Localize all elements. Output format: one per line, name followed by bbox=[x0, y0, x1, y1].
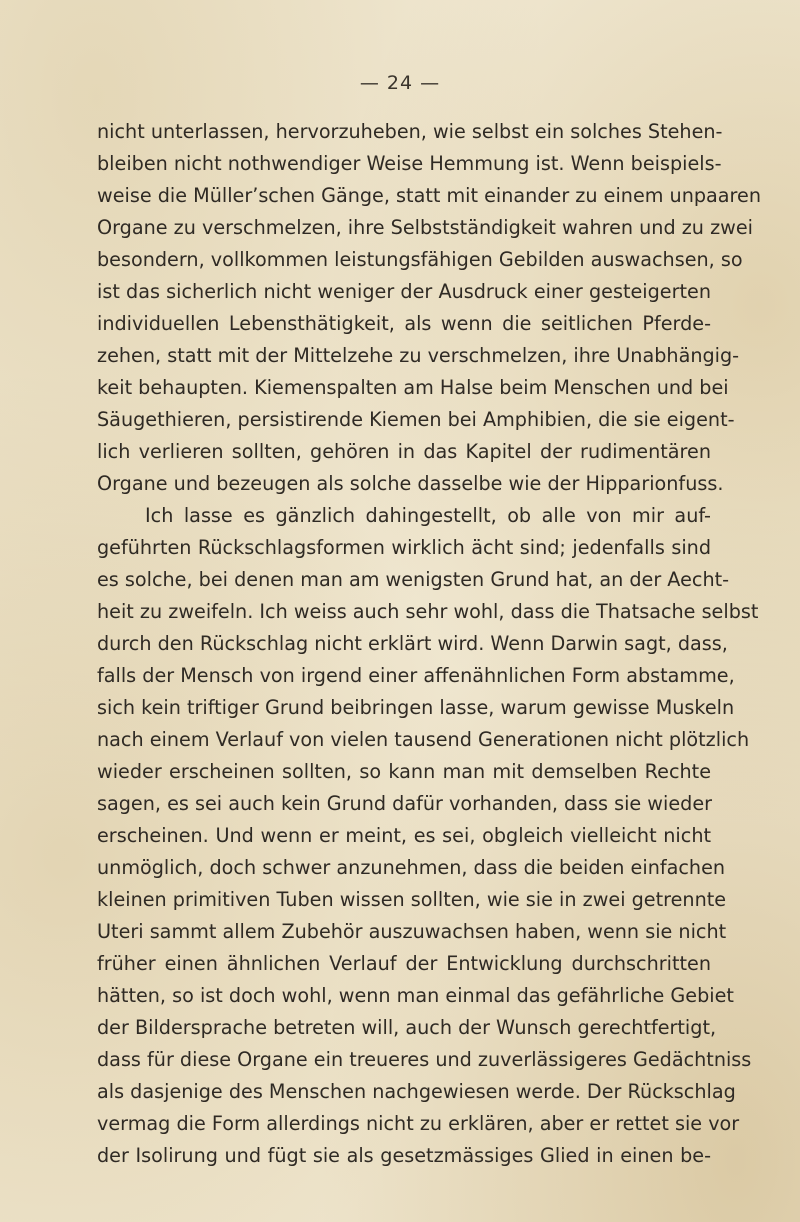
text-line: Organe und bezeugen als solche dasselbe wie der Hipparionfuss. bbox=[97, 472, 724, 495]
text-line: besondern, vollkommen leistungsfähigen Gebilden auswachsen, so bbox=[97, 248, 743, 271]
text-line: Organe zu verschmelzen, ihre Selbstständigkeit wahren und zu zwei bbox=[97, 216, 753, 239]
text-line: als dasjenige des Menschen nachgewiesen werde. Der Rückschlag bbox=[97, 1080, 736, 1103]
text-line-paragraph-start: Ich lasse es gänzlich dahingestellt, ob alle von mir auf- bbox=[145, 504, 711, 527]
text-line: der Isolirung und fügt sie als gesetzmässiges Glied in einen be- bbox=[97, 1144, 711, 1167]
text-line: keit behaupten. Kiemenspalten am Halse beim Menschen und bei bbox=[97, 376, 729, 399]
text-line: sich kein triftiger Grund beibringen lasse, warum gewisse Muskeln bbox=[97, 696, 735, 719]
text-line: individuellen Lebensthätigkeit, als wenn die seitlichen Pferde- bbox=[97, 312, 711, 335]
text-line: zehen, statt mit der Mittelzehe zu verschmelzen, ihre Unabhängig- bbox=[97, 344, 740, 367]
text-line: lich verlieren sollten, gehören in das Kapitel der rudimentären bbox=[97, 440, 711, 463]
text-line: nach einem Verlauf von vielen tausend Generationen nicht plötzlich bbox=[97, 728, 750, 751]
text-line: früher einen ähnlichen Verlauf der Entwicklung durchschritten bbox=[97, 952, 711, 975]
text-line: weise die Müller’schen Gänge, statt mit einander zu einem unpaaren bbox=[97, 184, 761, 207]
text-line: dass für diese Organe ein treueres und zuverlässigeres Gedächtniss bbox=[97, 1048, 752, 1071]
text-line: nicht unterlassen, hervorzuheben, wie selbst ein solches Stehen- bbox=[97, 120, 723, 143]
text-line: erscheinen. Und wenn er meint, es sei, obgleich vielleicht nicht bbox=[97, 824, 711, 847]
text-line: es solche, bei denen man am wenigsten Grund hat, an der Aecht- bbox=[97, 568, 730, 591]
text-line: bleiben nicht nothwendiger Weise Hemmung ist. Wenn beispiels- bbox=[97, 152, 722, 175]
text-line: Säugethieren, persistirende Kiemen bei Amphibien, die sie eigent- bbox=[97, 408, 735, 431]
text-line: Uteri sammt allem Zubehör auszuwachsen haben, wenn sie nicht bbox=[97, 920, 727, 943]
page-number: — 24 — bbox=[359, 72, 441, 94]
text-line: durch den Rückschlag nicht erklärt wird. Wenn Darwin sagt, dass, bbox=[97, 632, 728, 655]
text-line: falls der Mensch von irgend einer affenähnlichen Form abstamme, bbox=[97, 664, 735, 687]
text-line: geführten Rückschlagsformen wirklich ächt sind; jedenfalls sind bbox=[97, 536, 711, 559]
text-line: ist das sicherlich nicht weniger der Ausdruck einer gesteigerten bbox=[97, 280, 711, 303]
text-line: kleinen primitiven Tuben wissen sollten, wie sie in zwei getrennte bbox=[97, 888, 727, 911]
text-line: sagen, es sei auch kein Grund dafür vorhanden, dass sie wieder bbox=[97, 792, 713, 815]
text-line: hätten, so ist doch wohl, wenn man einmal das gefährliche Gebiet bbox=[97, 984, 734, 1007]
text-line: vermag die Form allerdings nicht zu erklären, aber er rettet sie vor bbox=[97, 1112, 740, 1135]
text-line: der Bildersprache betreten will, auch der Wunsch gerechtfertigt, bbox=[97, 1016, 717, 1039]
text-line: wieder erscheinen sollten, so kann man mit demselben Rechte bbox=[97, 760, 711, 783]
text-line: unmöglich, doch schwer anzunehmen, dass die beiden einfachen bbox=[97, 856, 726, 879]
text-line: heit zu zweifeln. Ich weiss auch sehr wohl, dass die Thatsache selbst bbox=[97, 600, 759, 623]
